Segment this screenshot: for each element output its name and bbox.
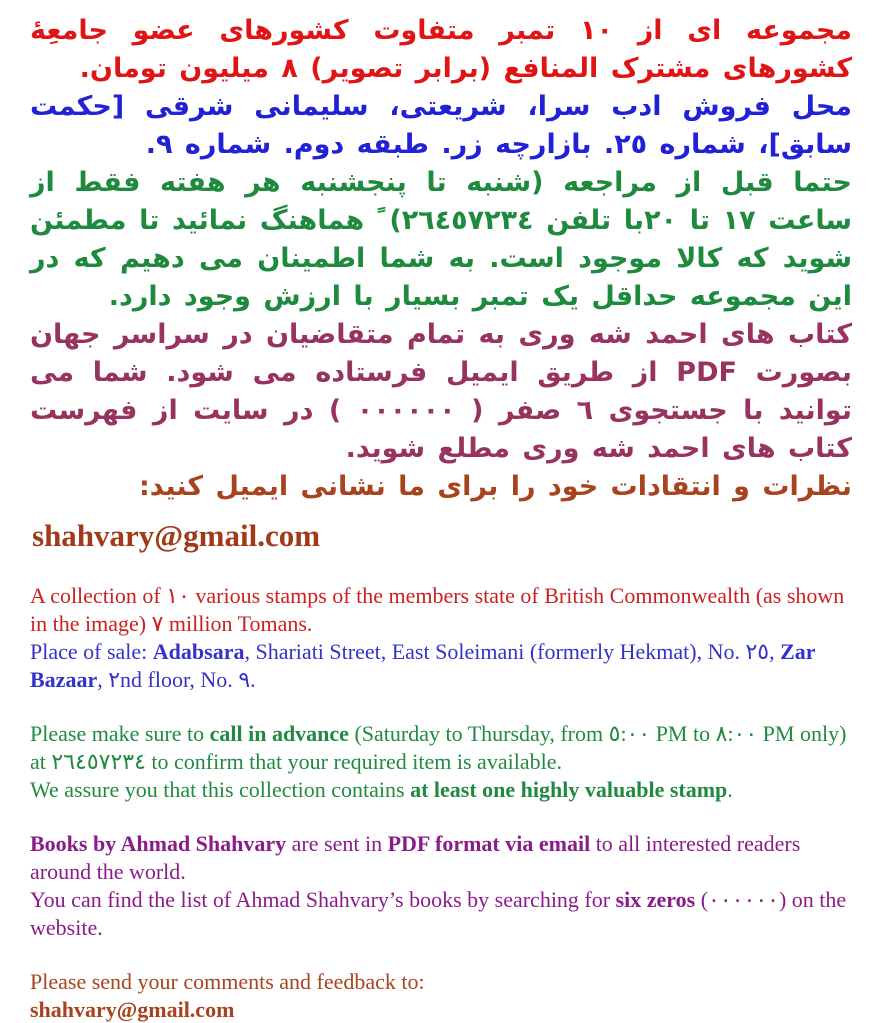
fa-books-pdf-paragraph: کتاب های احمد شه وری به تمام متقاضیان در سراسر جهان بصورت PDF از طریق ایمیل فرستاده می شود. شما می توانید با جستجوی ٦ صفر ( ٠٠٠٠٠٠ ) در سایت از فهرست کتاب های احمد شه وری مطلع شوید. bbox=[30, 319, 852, 464]
en-feedback-line: Please send your comments and feedback to: bbox=[30, 969, 425, 994]
en-call-in-advance-paragraph: Please make sure to call in advance (Saturday to Thursday, from ٥:٠٠ PM to ٨:٠٠ PM only) at ٢٦٤٥٧٢٣٤ to confirm that your required item is available. bbox=[30, 721, 847, 774]
fa-sale-location-paragraph: محل فروش ادب سرا، شریعتی، سلیمانی شرقی [حکمت سابق]، شماره ٢٥. بازارچه زر. طبقه دوم. شماره ٩. bbox=[30, 91, 852, 160]
english-section bbox=[30, 582, 852, 1023]
en-contact-email: shahvary@gmail.com bbox=[30, 997, 235, 1022]
persian-section bbox=[30, 12, 852, 556]
en-six-zeros-paragraph: You can find the list of Ahmad Shahvary’s books by searching for six zeros (٠٠٠٠٠٠) on the website. bbox=[30, 887, 847, 940]
en-collection-paragraph: A collection of ١٠ various stamps of the members state of British Commonwealth (as shown in the image) ٧ million Tomans. bbox=[30, 583, 845, 636]
fa-stamps-offer-paragraph: مجموعه ای از ١٠ تمبر متفاوت کشورهای عضو جامعِۀ کشورهای مشترک المنافع (برابر تصویر) ٨ میلیون تومان. bbox=[30, 15, 852, 84]
fa-contact-email: shahvary@gmail.com bbox=[32, 518, 321, 553]
fa-feedback-heading: نظرات و انتقادات خود را برای ما نشانی ایمیل کنید: bbox=[138, 471, 852, 502]
fa-call-ahead-paragraph: حتما قبل از مراجعه (شنبه تا پنجشنبه هر هفته فقط از ساعت ١٧ تا ٢٠با تلفن ٢٦٤٥٧٢٣٤) ً هماهنگ نمائید تا مطمئن شوید که کالا موجود است. به شما اطمینان می دهیم که در این مجموعه حداقل یک تمبر بسیار با ارزش وجود دارد. bbox=[30, 167, 853, 312]
paragraph-spacer bbox=[30, 942, 852, 968]
en-books-paragraph: Books by Ahmad Shahvary are sent in PDF format via email to all interested readers around the world. bbox=[30, 831, 801, 884]
en-place-of-sale-paragraph: Place of sale: Adabsara, Shariati Street, East Soleimani (formerly Hekmat), No. ٢٥, Zar Bazaar, ٢nd floor, No. ٩. bbox=[30, 639, 816, 692]
paragraph-spacer bbox=[30, 694, 852, 720]
paragraph-spacer bbox=[30, 804, 852, 830]
en-assurance-paragraph: We assure you that this collection contains at least one highly valuable stamp. bbox=[30, 777, 733, 802]
